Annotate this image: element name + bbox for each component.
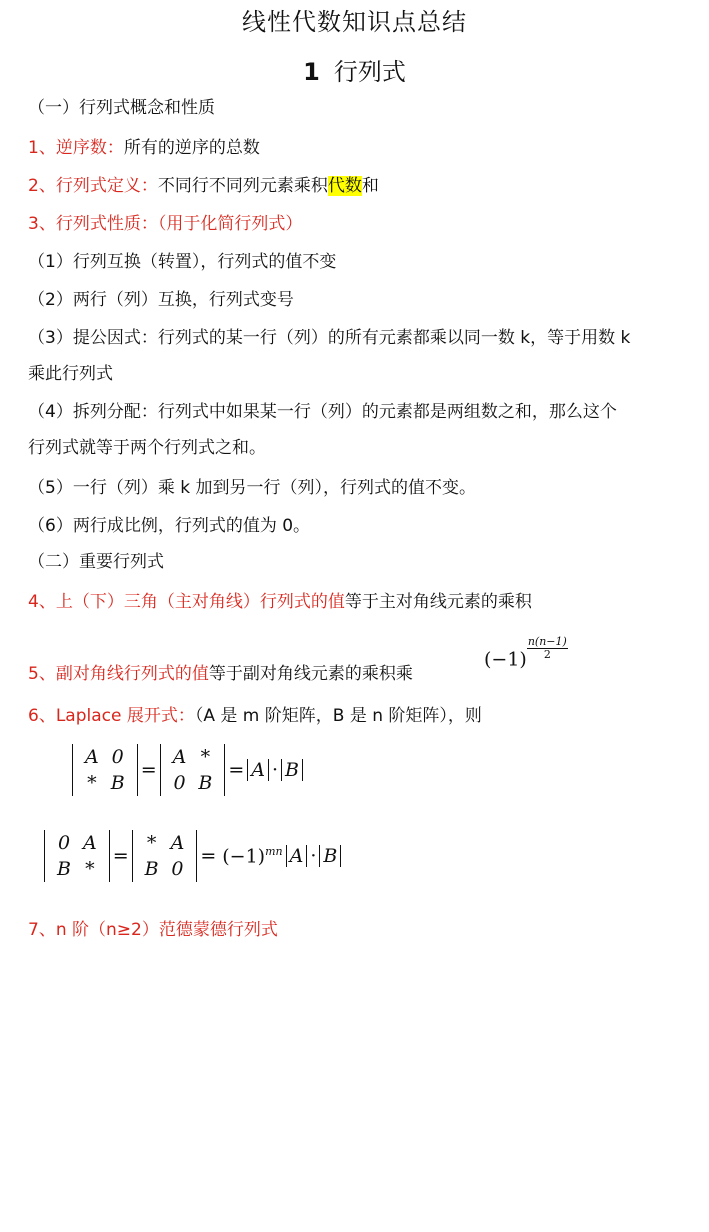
equals-sign: = — [112, 845, 129, 867]
determinant-1 — [72, 744, 138, 796]
section-heading-1: （一）行列式概念和性质 — [28, 98, 215, 118]
det-cell: * — [87, 772, 97, 794]
item-2 — [28, 174, 699, 198]
sign-exponent: mn — [265, 844, 283, 858]
det-cell: B — [198, 772, 213, 794]
det-cell: B — [144, 858, 159, 880]
det-cell: 0 — [111, 746, 124, 768]
det-cell: 0 — [57, 832, 71, 854]
dot-operator: · — [271, 759, 279, 781]
item-1-text: 所有的逆序的总数 — [123, 138, 260, 158]
abs-b: B — [319, 845, 341, 867]
det-cell: A — [85, 746, 99, 768]
property-3-line-1: （3）提公因式：行列式的某一行（列）的所有元素都乘以同一数 k，等于用数 k — [28, 328, 631, 348]
item-1-label: 1、逆序数： — [28, 138, 124, 158]
item-2-tail: 和 — [361, 176, 379, 196]
sign-factor — [222, 845, 282, 867]
item-5 — [28, 662, 699, 686]
equals-sign: = — [200, 845, 217, 867]
equals-sign: = — [228, 759, 245, 781]
document-title: 线性代数知识点总结 — [242, 8, 467, 36]
chapter-number: 1 — [303, 58, 320, 86]
property-4-line-2: 行列式就等于两个行列式之和。 — [28, 438, 266, 458]
det-cell: A — [82, 832, 97, 854]
item-6 — [28, 704, 699, 728]
item-2-label: 2、行列式定义： — [28, 176, 158, 196]
item-4-label: 4、上（下）三角（主对角线）行列式的值 — [28, 592, 345, 612]
abs-a: A — [247, 759, 269, 781]
item-5-exp-denominator: 2 — [543, 648, 551, 661]
item-2-highlight: 代数 — [327, 176, 362, 196]
laplace-formula-2 — [44, 830, 341, 882]
item-5-text: 等于副对角线元素的乘积乘 — [208, 664, 413, 684]
det-cell: 0 — [173, 772, 186, 794]
item-5-label: 5、副对角线行列式的值 — [28, 664, 209, 684]
det-cell: A — [172, 746, 187, 768]
property-6: （6）两行成比例，行列式的值为 0。 — [28, 516, 311, 536]
det-cell: B — [57, 858, 71, 880]
item-5-formula-exponent — [527, 636, 568, 661]
item-4-text: 等于主对角线元素的乘积 — [344, 592, 532, 612]
determinant-4 — [132, 830, 198, 882]
item-4 — [28, 590, 699, 614]
property-4-line-1: （4）拆列分配：行列式中如果某一行（列）的元素都是两组数之和，那么这个 — [28, 402, 617, 422]
det-cell: * — [200, 746, 211, 768]
item-7: 7、n 阶（n≥2）范德蒙德行列式 — [28, 920, 278, 940]
det-cell: B — [110, 772, 125, 794]
item-2-text: 不同行不同列元素乘积 — [157, 176, 328, 196]
det-cell: A — [170, 832, 185, 854]
det-cell: 0 — [171, 858, 184, 880]
item-6-label: 6、Laplace 展开式： — [28, 706, 195, 726]
property-1: （1）行列互换（转置），行列式的值不变 — [28, 252, 337, 272]
item-5-exp-numerator: n(n−1) — [527, 635, 567, 648]
property-5: （5）一行（列）乘 k 加到另一行（列），行列式的值不变。 — [28, 478, 476, 498]
dot-operator: · — [310, 845, 317, 867]
equals-sign: = — [140, 759, 157, 781]
section-heading-2: （二）重要行列式 — [28, 552, 164, 572]
item-6-text: （A 是 m 阶矩阵，B 是 n 阶矩阵），则 — [194, 706, 482, 726]
property-2: （2）两行（列）互换，行列式变号 — [28, 290, 294, 310]
abs-b: B — [281, 759, 303, 781]
determinant-3 — [44, 830, 110, 882]
chapter-heading — [0, 52, 709, 87]
sign-base: (−1) — [222, 845, 266, 868]
chapter-title: 行列式 — [333, 58, 406, 86]
det-cell: * — [146, 832, 157, 854]
item-1 — [28, 136, 699, 160]
item-3-label: 3、行列式性质：（用于化简行列式） — [28, 214, 303, 234]
abs-a: A — [286, 845, 308, 867]
determinant-2 — [160, 744, 226, 796]
laplace-formula-1 — [72, 744, 303, 796]
det-cell: * — [85, 858, 95, 880]
property-3-line-2: 乘此行列式 — [28, 364, 113, 384]
item-5-formula-base: (−1) — [484, 648, 527, 671]
item-5-formula — [484, 636, 568, 670]
